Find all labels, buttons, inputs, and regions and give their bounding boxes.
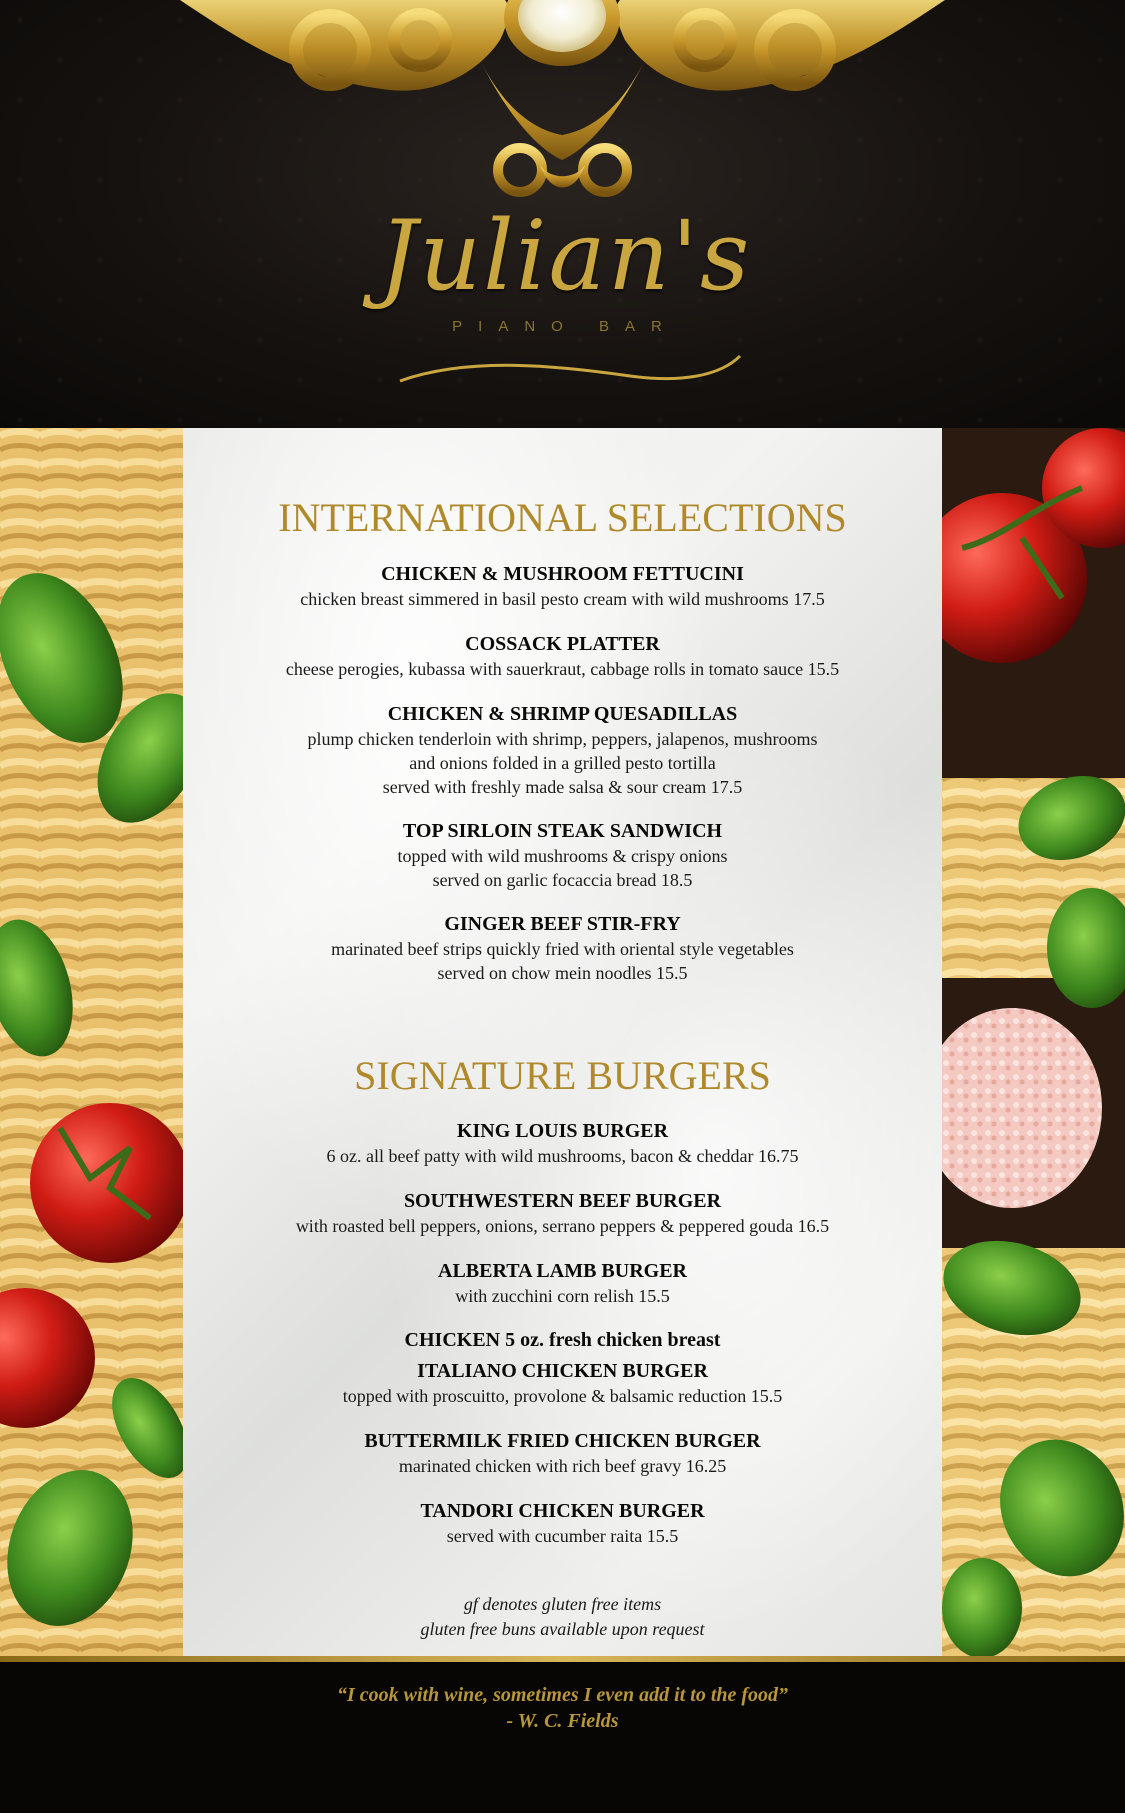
item-description: served on chow mein noodles 15.5 — [437, 963, 688, 983]
item-name: BUTTERMILK FRIED CHICKEN BURGER — [364, 1430, 761, 1452]
header — [0, 0, 1125, 428]
item-name: TANDORI CHICKEN BURGER — [420, 1500, 705, 1522]
item-description: topped with wild mushrooms & crispy onions — [397, 846, 728, 866]
menu-item — [183, 1189, 942, 1238]
item-description: topped with proscuitto, provolone & balsamic reduction 15.5 — [342, 1386, 783, 1406]
item-description: marinated beef strips quickly fried with oriental style vegetables — [331, 939, 794, 959]
footer — [0, 1662, 1125, 1813]
item-description: cheese perogies, kubassa with sauerkraut, cabbage rolls in tomato sauce 15.5 — [285, 659, 840, 679]
logo-swash — [390, 336, 750, 396]
logo-wordmark: Julian's — [378, 200, 752, 312]
menu-item — [183, 632, 942, 681]
item-name: COSSACK PLATTER — [465, 633, 660, 655]
menu-item — [183, 562, 942, 611]
menu-item — [183, 1359, 942, 1408]
item-description: with zucchini corn relish 15.5 — [455, 1286, 670, 1306]
menu-item — [183, 702, 942, 799]
item-description: marinated chicken with rich beef gravy 16.25 — [398, 1456, 727, 1476]
footer-quote: “I cook with wine, sometimes I even add it to the food” — [336, 1684, 789, 1706]
menu-item — [183, 912, 942, 985]
menu-item — [183, 1429, 942, 1478]
item-description: chicken breast simmered in basil pesto cream with wild mushrooms 17.5 — [300, 589, 825, 609]
logo — [330, 200, 800, 390]
item-name: ITALIANO CHICKEN BURGER — [417, 1360, 708, 1382]
tomato-pasta-photo-right — [942, 428, 1125, 1656]
item-name: CHICKEN 5 oz. fresh chicken breast — [404, 1329, 721, 1351]
gluten-free-buns-note: gluten free buns available upon request — [420, 1619, 705, 1639]
item-description: served on garlic focaccia bread 18.5 — [432, 870, 693, 890]
gold-crest-ornament — [180, 0, 945, 220]
menu-item — [183, 819, 942, 892]
menu-item — [183, 1259, 942, 1308]
item-description: with roasted bell peppers, onions, serrano peppers & peppered gouda 16.5 — [295, 1216, 830, 1236]
logo-subtitle: PIANO BAR — [452, 318, 678, 335]
section-title-international: INTERNATIONAL SELECTIONS — [278, 495, 847, 540]
item-name: GINGER BEEF STIR-FRY — [444, 913, 681, 935]
menu-item — [183, 1328, 942, 1353]
item-name: CHICKEN & MUSHROOM FETTUCINI — [381, 563, 744, 585]
item-description: served with freshly made salsa & sour cream 17.5 — [382, 777, 743, 797]
item-name: CHICKEN & SHRIMP QUESADILLAS — [387, 703, 738, 725]
menu-panel — [183, 428, 942, 1656]
section-title-burgers: SIGNATURE BURGERS — [354, 1053, 771, 1098]
gluten-free-note: gf denotes gluten free items — [463, 1594, 662, 1614]
item-description: and onions folded in a grilled pesto tortilla — [409, 753, 716, 773]
item-name: TOP SIRLOIN STEAK SANDWICH — [402, 820, 723, 842]
footer-attribution: - W. C. Fields — [506, 1710, 619, 1732]
pasta-basil-photo-left — [0, 428, 183, 1656]
item-name: SOUTHWESTERN BEEF BURGER — [403, 1190, 722, 1212]
item-description: 6 oz. all beef patty with wild mushrooms, bacon & cheddar 16.75 — [326, 1146, 799, 1166]
menu-item — [183, 1119, 942, 1168]
item-name: ALBERTA LAMB BURGER — [438, 1260, 687, 1282]
item-description: served with cucumber raita 15.5 — [446, 1526, 679, 1546]
item-description: plump chicken tenderloin with shrimp, peppers, jalapenos, mushrooms — [307, 729, 818, 749]
menu-item — [183, 1499, 942, 1548]
item-name: KING LOUIS BURGER — [456, 1120, 669, 1142]
